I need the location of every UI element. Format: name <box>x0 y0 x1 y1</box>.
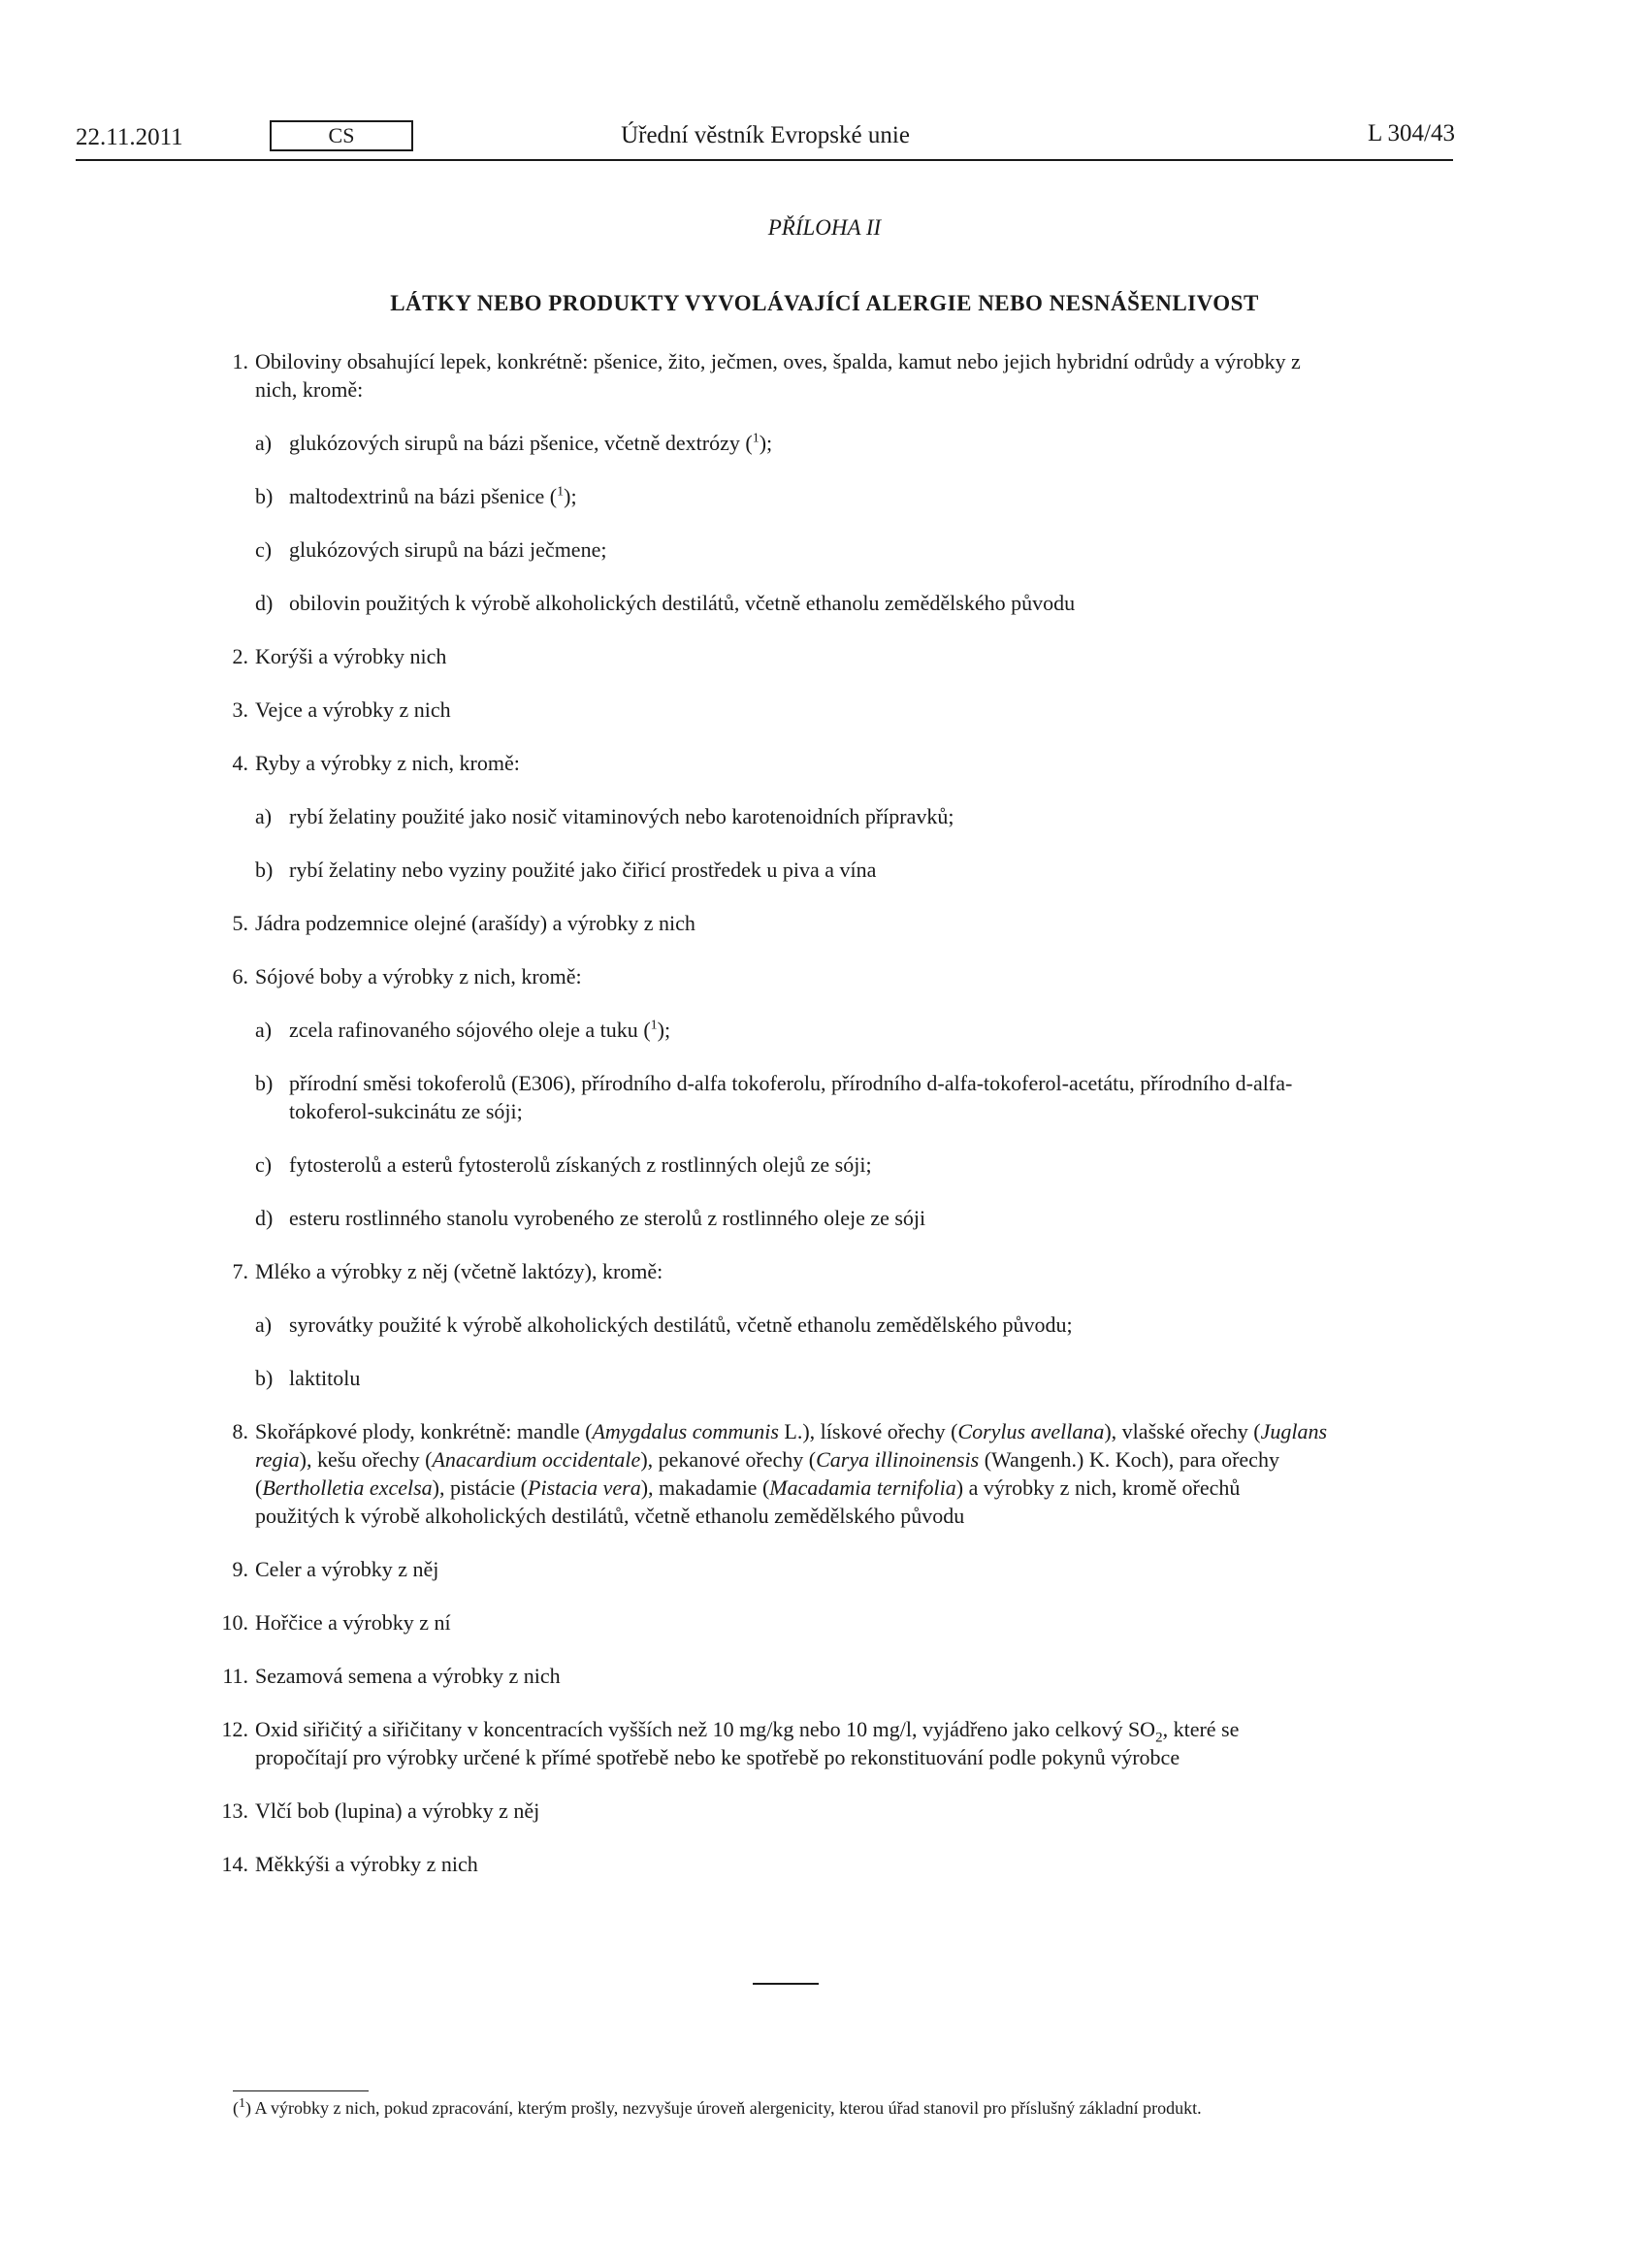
sub-item <box>223 1311 1329 1339</box>
latin-name: Carya illinoinensis <box>816 1447 980 1472</box>
footnote-reference: 1 <box>752 431 760 446</box>
item-number: 2. <box>232 644 248 668</box>
allergen-list <box>223 347 1329 1878</box>
sub-item-text-content: glukózových sirupů na bázi pšenice, včetně dextrózy <box>289 431 740 455</box>
sub-item-text: maltodextrinů na bázi pšenice ($^1$); <box>289 484 577 508</box>
item-text-content: Celer a výrobky z něj <box>255 1557 439 1581</box>
item-number: 10. <box>221 1610 248 1635</box>
item-text-content: Sójové boby a výrobky z nich, kromě: <box>255 964 582 988</box>
list-item <box>223 962 1329 990</box>
page-number: L 304/43 <box>1367 120 1455 146</box>
item-text-content: Mléko a výrobky z něj (včetně laktózy), kromě: <box>255 1259 663 1283</box>
item-text <box>255 1797 1329 1825</box>
sub-item <box>223 589 1329 617</box>
item-text <box>255 1715 1329 1771</box>
sub-item-text <box>289 1152 872 1177</box>
sub-item-text-content: rybí želatiny nebo vyziny použité jako čiřicí prostředek u piva a vína <box>289 858 877 882</box>
item-text <box>255 1555 1329 1583</box>
sub-item <box>223 1204 1329 1232</box>
sub-item-text-content: obilovin použitých k výrobě alkoholických destilátů, včetně ethanolu zemědělského původu <box>289 591 1076 615</box>
latin-name: Bertholletia excelsa <box>262 1475 433 1500</box>
item-text <box>255 347 1329 404</box>
sub-item-text-content: přírodní směsi tokoferolů (E306), přírodního d-alfa tokoferolu, přírodního d-alfa-tokoferol-acetátu, přírodního d-alfa-tokoferol-sukcinátu ze sóji; <box>289 1071 1293 1123</box>
item-text-segment: L.), lískové ořechy ( <box>778 1419 958 1443</box>
item-text-content: Vejce a výrobky z nich <box>255 697 451 722</box>
sub-item <box>223 856 1329 884</box>
list-item <box>223 749 1329 777</box>
item-text-segment: ), pekanové ořechy ( <box>640 1447 817 1472</box>
list-item <box>223 696 1329 724</box>
sub-item-text: glukózových sirupů na bázi pšenice, včetně dextrózy ($^1$); <box>289 431 773 455</box>
item-number: 4. <box>232 751 248 775</box>
latin-name: Juglans regia <box>255 1419 1328 1472</box>
item-text-segment: ), kešu ořechy ( <box>299 1447 433 1472</box>
item-number: 11. <box>222 1664 248 1688</box>
sub-item-text <box>289 1312 1073 1337</box>
footnote-reference: 1 <box>557 484 565 500</box>
sub-item-text <box>289 1071 1292 1123</box>
item-number: 5. <box>232 911 248 935</box>
list-item <box>223 1662 1329 1690</box>
sub-item-text-content: esteru rostlinného stanolu vyrobeného ze sterolů z rostlinného oleje ze sóji <box>289 1206 926 1230</box>
sub-item-text-content: fytosterolů a esterů fytosterolů získaných z rostlinných olejů ze sóji; <box>289 1152 872 1177</box>
list-item <box>223 642 1329 670</box>
item-text-segment: Oxid siřičitý a siřičitany v koncentracích vyšších než 10 mg/kg nebo 10 mg/l, vyjádřeno jako celkový SO <box>255 1717 1156 1741</box>
footnote-mark: 1 <box>239 2096 245 2111</box>
item-text <box>255 1417 1329 1530</box>
item-number: 9. <box>232 1557 248 1581</box>
latin-name: Amygdalus communis <box>592 1419 779 1443</box>
item-text <box>255 696 1329 724</box>
sub-item-label: d) <box>255 1206 274 1230</box>
sub-item-label: b) <box>255 1071 274 1095</box>
latin-name: Pistacia vera <box>528 1475 641 1500</box>
document-title: LÁTKY NEBO PRODUKTY VYVOLÁVAJÍCÍ ALERGIE NEBO NESNÁŠENLIVOST <box>390 291 1259 315</box>
list-item <box>223 1608 1329 1636</box>
end-separator <box>753 1983 819 1985</box>
item-text-content: Sezamová semena a výrobky z nich <box>255 1664 561 1688</box>
item-text-segment: , které se propočítají pro výrobky určené k přímé spotřebě nebo ke spotřebě po rekonstituování podle pokynů výrobce <box>255 1717 1240 1769</box>
item-text <box>255 909 1329 937</box>
footnote-rule <box>233 2090 369 2091</box>
sub-item-text-content: zcela rafinovaného sójového oleje a tuku <box>289 1018 638 1042</box>
sub-item <box>223 1016 1329 1044</box>
sub-item <box>223 429 1329 457</box>
item-number: 12. <box>221 1717 248 1741</box>
sub-item <box>223 535 1329 564</box>
sub-item <box>223 482 1329 510</box>
sub-item-text-content: syrovátky použité k výrobě alkoholických destilátů, včetně ethanolu zemědělského původu; <box>289 1312 1073 1337</box>
sub-item-label: d) <box>255 591 274 615</box>
sub-item-text-content: maltodextrinů na bázi pšenice <box>289 484 545 508</box>
item-text <box>255 1662 1329 1690</box>
item-text-content: Hořčice a výrobky z ní <box>255 1610 451 1635</box>
item-text-segment: ), makadamie ( <box>640 1475 770 1500</box>
item-text-segment: (Wangenh.) K. Koch), para ořechy ( <box>255 1447 1279 1500</box>
list-item <box>223 909 1329 937</box>
sub-item-label: b) <box>255 858 274 882</box>
latin-name: Macadamia ternifolia <box>769 1475 956 1500</box>
subscript: 2 <box>1155 1730 1163 1746</box>
sub-item-text <box>289 858 876 882</box>
footnote-text: A výrobky z nich, pokud zpracování, kterým prošly, nezvyšuje úroveň alergenicity, kterou úřad stanovil pro příslušný základní produkt. <box>254 2098 1202 2118</box>
item-text <box>255 1850 1329 1878</box>
sub-item-text-content: laktitolu <box>289 1366 361 1390</box>
latin-name: Corylus avellana <box>957 1419 1105 1443</box>
item-text-content: Ryby a výrobky z nich, kromě: <box>255 751 520 775</box>
item-number: 8. <box>232 1419 248 1443</box>
sub-item-label: a) <box>255 804 273 828</box>
item-text <box>255 1257 1329 1285</box>
page-header <box>76 114 1455 155</box>
sub-item-label: a) <box>255 1312 273 1337</box>
footnote: ($^1$) A výrobky z nich, pokud zpracování, kterým prošly, nezvyšuje úroveň alergenicity, kterou úřad stanovil pro příslušný základní produkt. <box>233 2096 1202 2118</box>
sub-item-text <box>289 591 1075 615</box>
sub-item-label: b) <box>255 484 274 508</box>
item-text-segment: ), vlašské ořechy ( <box>1104 1419 1261 1443</box>
list-item <box>223 347 1329 404</box>
item-text-segment: ), pistácie ( <box>432 1475 529 1500</box>
footnote-reference: 1 <box>650 1018 658 1033</box>
sub-item-label: c) <box>255 1152 273 1177</box>
item-text <box>255 749 1329 777</box>
sub-item <box>223 1364 1329 1392</box>
item-number: 13. <box>221 1798 248 1823</box>
sub-item-label: c) <box>255 537 273 562</box>
list-item <box>223 1555 1329 1583</box>
publication-date: 22.11.2011 <box>76 124 183 150</box>
sub-item-tail: ; <box>766 431 773 455</box>
item-number: 3. <box>232 697 248 722</box>
sub-item-label: a) <box>255 1018 273 1042</box>
list-item <box>223 1257 1329 1285</box>
header-rule <box>76 159 1453 161</box>
item-text-content: Korýši a výrobky nich <box>255 644 447 668</box>
item-number: 14. <box>221 1852 248 1876</box>
sub-item-label: b) <box>255 1366 274 1390</box>
list-item <box>223 1850 1329 1878</box>
list-item <box>223 1797 1329 1825</box>
item-text-segment: ) a výrobky z nich, kromě ořechů použitých k výrobě alkoholických destilátů, včetně ethanolu zemědělského původu <box>255 1475 1241 1528</box>
latin-name: Anacardium occidentale <box>432 1447 641 1472</box>
sub-item-text-content: glukózových sirupů na bázi ječmene; <box>289 537 607 562</box>
sub-item <box>223 802 1329 830</box>
item-number: 6. <box>232 964 248 988</box>
item-text-content: Obiloviny obsahující lepek, konkrétně: pšenice, žito, ječmen, oves, špalda, kamut nebo jejich hybridní odrůdy a výrobky z nich, kromě: <box>255 349 1301 402</box>
sub-item-label: a) <box>255 431 273 455</box>
item-number: 7. <box>232 1259 248 1283</box>
item-text-content: Jádra podzemnice olejné (arašídy) a výrobky z nich <box>255 911 695 935</box>
item-text-content: Vlčí bob (lupina) a výrobky z něj <box>255 1798 540 1823</box>
item-text <box>255 642 1329 670</box>
sub-item-text-content: rybí želatiny použité jako nosič vitaminových nebo karotenoidních přípravků; <box>289 804 954 828</box>
list-item <box>223 1715 1329 1771</box>
sub-item <box>223 1069 1329 1125</box>
sub-item-text: zcela rafinovaného sójového oleje a tuku ($^1$); <box>289 1018 671 1042</box>
language-badge: CS <box>270 120 413 151</box>
item-text <box>255 962 1329 990</box>
item-text-segment: Skořápkové plody, konkrétně: mandle ( <box>255 1419 593 1443</box>
list-item <box>223 1417 1329 1530</box>
journal-title: Úřední věstník Evropské unie <box>621 122 910 148</box>
sub-item-text <box>289 537 606 562</box>
item-number: 1. <box>232 349 248 373</box>
sub-item-text <box>289 1206 925 1230</box>
item-text <box>255 1608 1329 1636</box>
sub-item-text <box>289 1366 360 1390</box>
sub-item-tail: ; <box>663 1018 671 1042</box>
item-text-content: Měkkýši a výrobky z nich <box>255 1852 478 1876</box>
sub-item-text <box>289 804 954 828</box>
sub-item-tail: ; <box>570 484 577 508</box>
annex-label: PŘÍLOHA II <box>767 215 882 240</box>
sub-item <box>223 1150 1329 1179</box>
